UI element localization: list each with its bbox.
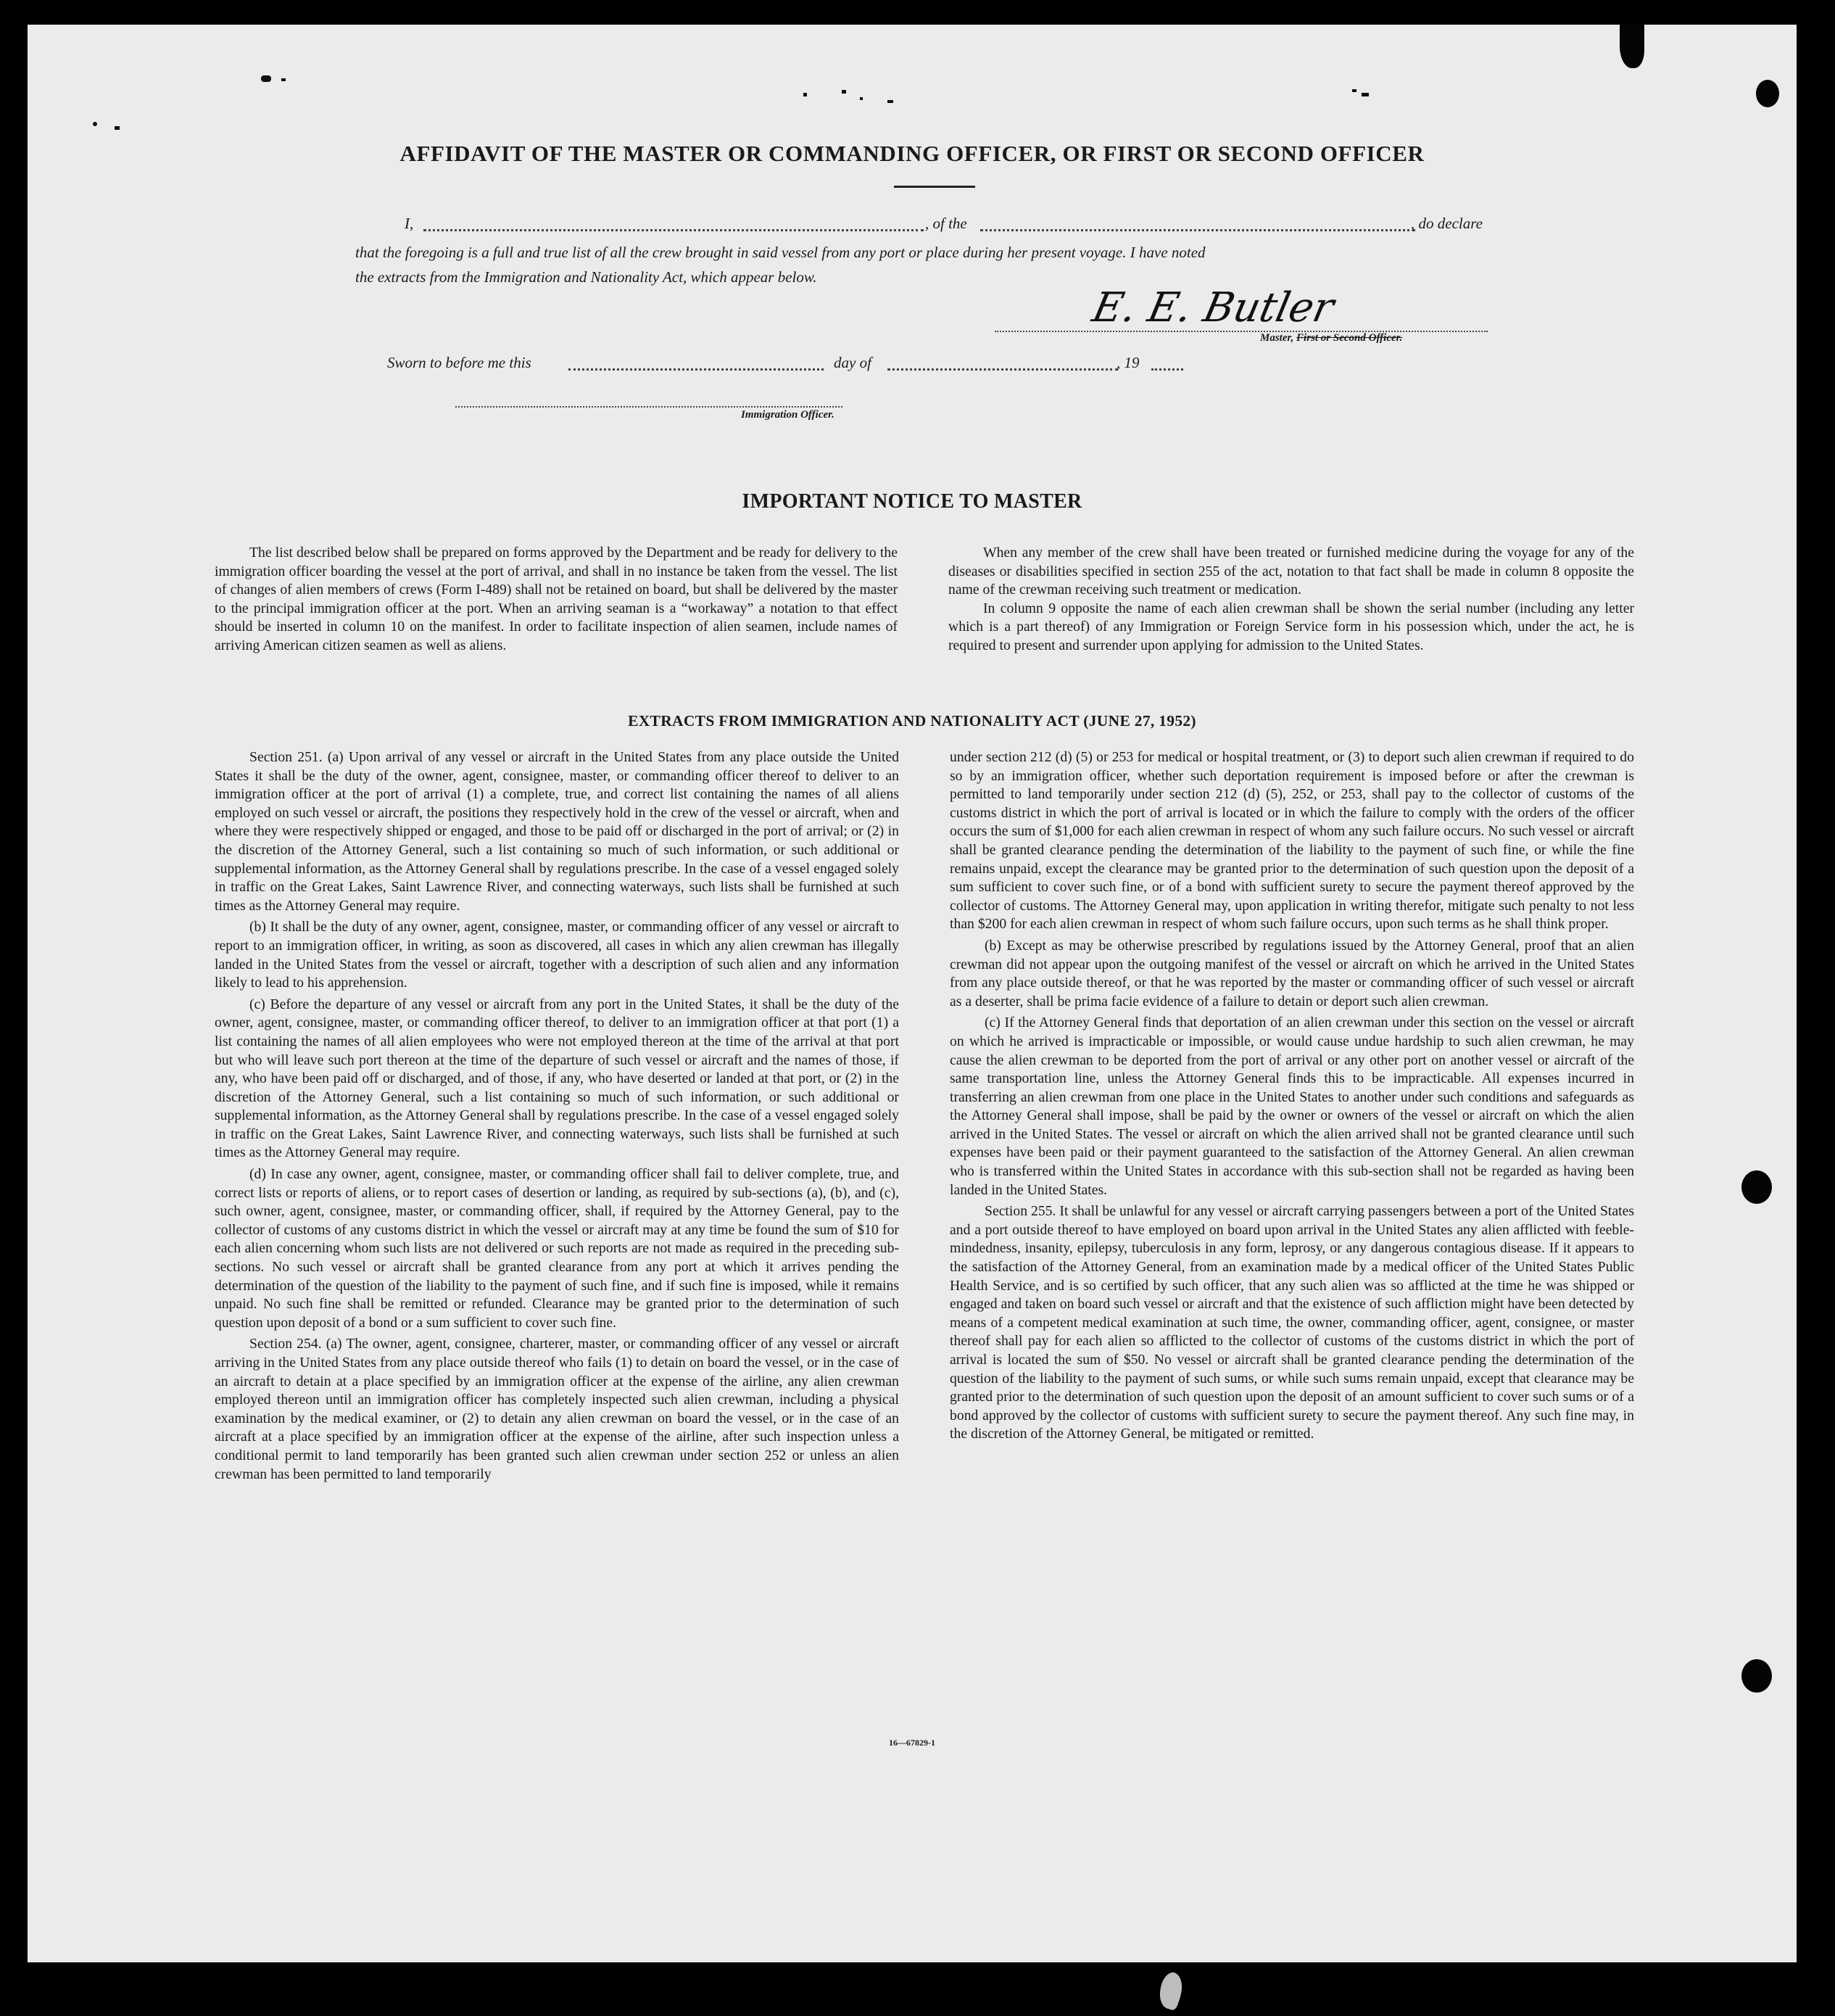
scan-speck [1362, 93, 1369, 96]
act-section: (d) In case any owner, agent, consignee, master, or commanding officer shall fail to deliver complete, true, and correct lists or reports of aliens, or to report cases of desertion or landing, as required by sub-sections (a), (b), and (c), such owner, agent, consignee, master, or commanding officer, shall, if required by the Attorney General, pay to the collector of customs of any customs district in which the vessel or aircraft may at any time be found the sum of $10 for each alien concerning whom such lists are not delivered or such reports are not made as required in the preceding sub-sections. No such vessel or aircraft shall be granted clearance from any port at which it arrives pending the determination of the question of the liability to the payment of such fine, and if such fine is imposed, while it remains unpaid. No such fine shall be remitted or refunded. Clearance may be granted prior to the determination of such question upon deposit of a bond or a sum sufficient to cover such fine. [215, 1166, 899, 1331]
declaration-line-2: the extracts from the Immigration and Nationality Act, which appear below. [355, 268, 817, 286]
act-section: Section 251. (a) Upon arrival of any vessel or aircraft in the United States from any place outside the United States it shall be the duty of the owner, agent, consignee, master, or commanding officer thereof to deliver to an immigration officer at the port of arrival (1) a complete, true, and correct list containing the names of all aliens employed on such vessel or aircraft, the positions they respectively hold in the crew of the vessel or aircraft, when and where they were respectively shipped or engaged, and those to be paid off or discharged in the port of arrival; or (2) in the discretion of the Attorney General, such a list containing so much of such information, or such additional or supplemental information, as the Attorney General shall by regulations prescribe. In the case of a vessel engaged solely in traffic on the Great Lakes, Saint Lawrence River, and connecting waterways, such lists shall be furnished at such times as the Attorney General may require. [215, 749, 899, 914]
name-field[interactable] [423, 229, 924, 231]
edge-blot [1620, 25, 1644, 68]
scan-speck [261, 75, 271, 82]
scan-speck [1352, 89, 1356, 92]
declaration-line: that the foregoing is a full and true list of all the crew brought in said vessel from any port or place during her present voyage. I have noted [355, 244, 1206, 261]
scan-speck [887, 100, 893, 103]
immigration-officer-label: Immigration Officer. [741, 409, 834, 421]
act-section: (c) If the Attorney General finds that deportation of an alien crewman under this section on the vessel or aircraft on which he arrived is impracticable or impossible, or would cause undue hardship to such alien crewman, he may cause the alien crewman to be deported from the port of arrival or any other port on another vessel or aircraft of the same transportation line, unless the Attorney General finds this to be impracticable. All expenses incurred in transferring an alien crewman from one place in the United States to another under such conditions and safeguards as the Attorney General shall impose, shall be paid by the owner or owners of the vessel or aircraft on which the alien arrived in the United States. The vessel or aircraft on which the alien arrived shall not be granted clearance until such expenses have been paid or their payment guaranteed to the satisfaction of the Attorney General. An alien crewman who is transferred within the United States in accordance with this sub-section shall not be regarded as having been landed in the United States. [950, 1015, 1634, 1198]
title-rule [894, 186, 975, 188]
extracts-left-column [215, 748, 899, 1484]
form-code: 16—67829-1 [889, 1738, 935, 1748]
document-page [28, 25, 1797, 1962]
extracts-right-column [950, 748, 1634, 1444]
scan-speck [281, 78, 286, 81]
sworn-day-field[interactable] [568, 368, 824, 371]
notice-paragraph: The list described below shall be prepared on forms approved by the Department and be ready for delivery to the immigration officer boarding the vessel at the port of arrival, and shall in no instance be taken from the vessel. The list of changes of alien members of crews (Form I-489) shall not be retained on board, but shall be delivered by the master to the principal immigration officer at the port. When an arriving seaman is a “workaway” a notation to that effect should be inserted in column 10 on the manifest. In order to facilitate inspection of alien seamen, include names of arriving American citizen seamen as well as aliens. [215, 545, 898, 653]
act-section: (c) Before the departure of any vessel or aircraft from any port in the United States, it shall be the duty of the owner, agent, consignee, master, or commanding officer thereof, to deliver to an immigration officer at that port (1) a list containing the names of all alien employees who were not employed thereon at the time of the arrival at that port but who will leave such port thereon at the time of the departure of such vessel or aircraft and the names of those, if any, who have been paid off or discharged, and of those, if any, who have deserted or landed at that port, or (2) in the discretion of the Attorney General, such a list containing so much of such information, or such additional or supplemental information, as the Attorney General shall by regulations prescribe. In the case of a vessel engaged solely in traffic on the Great Lakes, Saint Lawrence River, and connecting waterways, such lists shall be furnished at such times as the Attorney General may require. [215, 996, 899, 1161]
act-section: (b) Except as may be otherwise prescribed by regulations issued by the Attorney General, proof that an alien crewman did not appear upon the outgoing manifest of the vessel or aircraft on which he arrived in the United States from any place outside thereof, or that he was reported by the master or commanding officer of such vessel or aircraft as a deserter, shall be prima facie evidence of a failure to detain or deport such alien crewman. [950, 937, 1634, 1009]
vessel-field[interactable] [980, 229, 1415, 231]
sworn-year-field[interactable] [1151, 368, 1183, 371]
scan-speck [115, 126, 120, 130]
affidavit-title: AFFIDAVIT OF THE MASTER OR COMMANDING OFFICER, OR FIRST OR SECOND OFFICER [399, 141, 1425, 166]
i-label: I, [405, 215, 414, 232]
scan-speck [842, 90, 846, 94]
notice-left-column [215, 544, 898, 656]
act-section: under section 212 (d) (5) or 253 for medical or hospital treatment, or (3) to deport such alien crewman if required to do so by an immigration officer, whether such deportation requirement is imposed before or after the crewman is permitted to land temporarily under section 212 (d) (5), 252, or 253, shall pay to the collector of customs of the customs district in which the port of arrival is located or in which the failure to comply with the orders of the officer occurs the sum of $1,000 for each alien crewman in respect of whom any such failure occurs. No such vessel or aircraft shall be granted clearance pending the determination of the liability to the payment of such fine, or while the fine remains unpaid, except the clearance may be granted prior to the determination of such question upon the deposit of a sum sufficient to cover such fine, or of a bond with sufficient surety to secure the payment thereof approved by the collector of customs. The Attorney General may, upon application in writing therefor, mitigate such penalty to not less than $200 for each alien crewman in respect of whom such failure occurs, upon such terms as he shall think proper. [950, 749, 1634, 933]
of-the-label: , of the [925, 215, 967, 232]
act-section: Section 254. (a) The owner, agent, consignee, charterer, master, or commanding officer of any vessel or aircraft arriving in the United States from any place outside thereof who fails (1) to detain on board the vessel, or in the case of an aircraft to detain at a place specified by an immigration officer at the expense of the airline, any alien crewman employed thereon until an immigration officer has completely inspected such alien crewman, including a physical examination by the medical examiner, or (2) to detain any alien crewman on board the vessel, or in the case of an aircraft at a place specified by an immigration officer at the expense of the airline, after such inspection unless a conditional permit to land temporarily has been granted such alien crewman under section 252 or unless an alien crewman has been permitted to land temporarily [215, 1336, 899, 1482]
scan-artifact [1155, 1970, 1187, 2012]
notice-right-column [948, 544, 1634, 656]
scan-speck [860, 97, 863, 100]
do-declare-label: , do declare [1411, 215, 1483, 232]
day-of-label: day of [834, 354, 871, 371]
punch-hole [1741, 1170, 1772, 1204]
struck-officer-text: First or Second Officer. [1296, 332, 1403, 344]
scan-speck [803, 93, 807, 96]
act-section: (b) It shall be the duty of any owner, agent, consignee, master, or commanding officer of any vessel or aircraft to report to an immigration officer, in writing, as soon as discovered, all cases in which any alien crewman has illegally landed in the United States from the vessel or aircraft, together with a description of such alien and any information likely to lead to his apprehension. [215, 919, 899, 991]
extracts-title: EXTRACTS FROM IMMIGRATION AND NATIONALITY ACT (JUNE 27, 1952) [628, 712, 1196, 730]
punch-hole [1756, 80, 1779, 107]
master-label [1260, 332, 1402, 344]
act-section: Section 255. It shall be unlawful for any vessel or aircraft carrying passengers between a port of the United States and a port outside thereof to have employed on board upon arrival in the United States any alien afflicted with feeble-mindedness, insanity, epilepsy, tuberculosis in any form, leprosy, or any dangerous contagious disease. If it appears to the satisfaction of the Attorney General, from an examination made by a medical officer of the United States Public Health Service, and is so certified by such officer, that any such alien was so afflicted at the time he was shipped or engaged and taken on board such vessel or aircraft and that the existence of such affliction might have been detected by means of a competent medical examination at such time, the owner, commanding officer, agent, consignee, or master thereof shall pay for each alien so afflicted to the collector of customs of the customs district in which the port of arrival is located the sum of $50. No vessel or aircraft shall be granted clearance pending the determination of the question of the liability to the payment of such sums, or while such sums remain unpaid, except that clearance may be granted prior to the determination of such question upon the deposit of an amount sufficient to cover such sums or of a bond approved by the collector of customs with sufficient surety to secure the payment thereof. Any such fine may, in the discretion of the Attorney General, be mitigated or remitted. [950, 1203, 1634, 1442]
notice-title: IMPORTANT NOTICE TO MASTER [742, 490, 1082, 513]
sworn-month-field[interactable] [887, 368, 1118, 371]
signature: E. E. Butler [1088, 284, 1338, 331]
sworn-label: Sworn to before me this [387, 354, 531, 371]
officer-signature-line [455, 406, 842, 408]
notice-paragraph: When any member of the crew shall have been treated or furnished medicine during the voyage for any of the diseases or disabilities specified in section 255 of the act, notation to that fact shall be made in column 8 opposite the name of the crewman receiving such treatment or medication. [948, 545, 1634, 598]
scan-speck [93, 122, 97, 126]
year-label: , 19 [1117, 354, 1140, 371]
punch-hole [1741, 1659, 1772, 1693]
notice-paragraph: In column 9 opposite the name of each alien crewman shall be shown the serial number (including any letter which is a part thereof) of any Immigration or Foreign Service form in his possession which, under the act, he is required to present and surrender upon applying for admission to the United States. [948, 600, 1634, 653]
master-text: Master, [1260, 332, 1294, 344]
